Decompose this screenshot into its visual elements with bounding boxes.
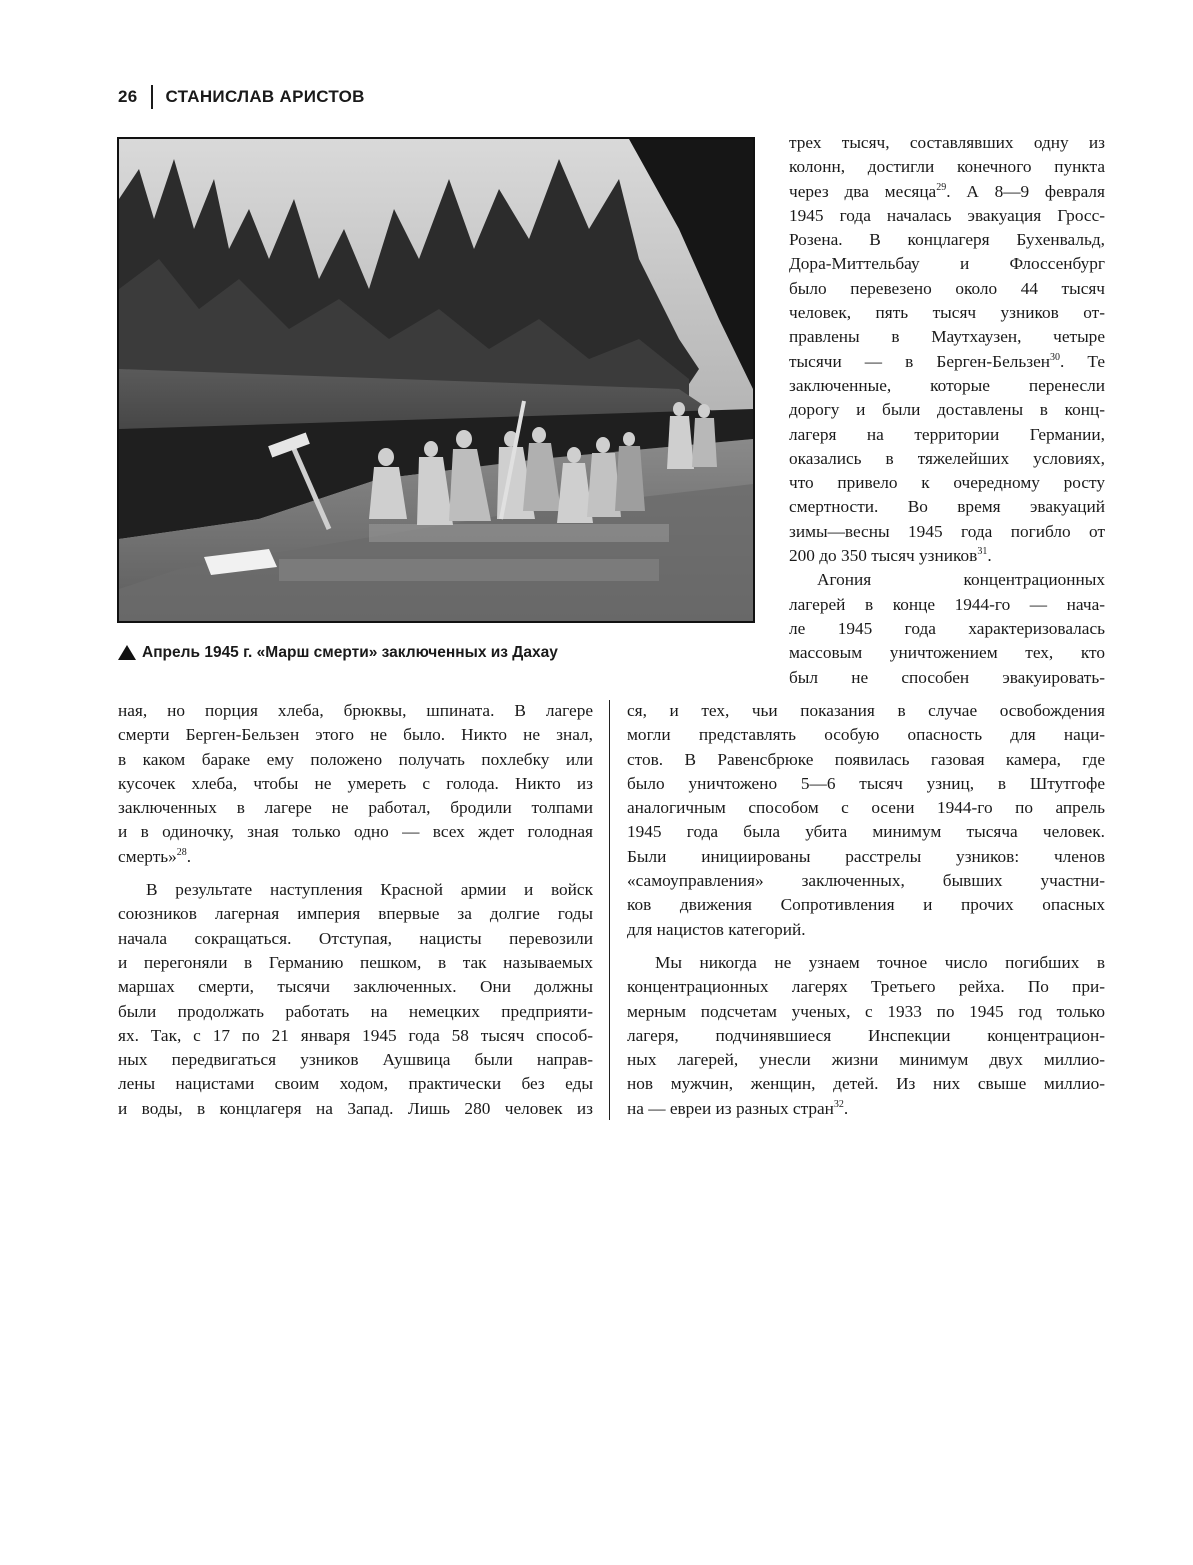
- page-number: 26: [118, 87, 138, 106]
- text-line: ков движения Сопротивления и прочих опасных: [627, 895, 1105, 915]
- text-line: заключенные, которые перенесли: [789, 375, 1105, 395]
- triangle-up-icon: [118, 645, 136, 660]
- text-line: дорогу и были доставлены в конц-: [789, 400, 1105, 420]
- right-column-top: [789, 131, 1105, 690]
- text-line: и перегоняли в Германию пешком, в так называемых: [118, 952, 593, 972]
- running-header: [118, 84, 365, 110]
- text-line: массовым уничтожением тех, кто: [789, 643, 1105, 663]
- text-line: тысячи — в Берген-Бельзен$^{30}$. Те: [789, 351, 1106, 371]
- text-line: ных передвигаться узников Аушвица были направ-: [118, 1050, 593, 1070]
- text-line: трех тысяч, составлявших одну из: [789, 133, 1105, 152]
- text-line: был не способен эвакуировать-: [789, 667, 1105, 687]
- death-march-photo: [117, 137, 755, 623]
- text-line: для нацистов категорий.: [627, 919, 806, 939]
- text-line: лагеря, подчинявшиеся Инспекции концентрацион-: [627, 1025, 1105, 1045]
- text-line: зимы—весны 1945 года погибло от: [789, 521, 1105, 541]
- photo-caption: [118, 644, 558, 662]
- caption-text: Апрель 1945 г. «Марш смерти» заключенных из Дахау: [142, 644, 558, 661]
- column-divider: [609, 700, 610, 1120]
- text-line: было уничтожено 5—6 тысяч узниц, в Штутгофе: [627, 773, 1105, 793]
- text-line: Дора-Миттельбау и Флоссенбург: [789, 254, 1105, 274]
- text-line: и в одиночку, зная только одно — всех ждет голодная: [118, 822, 593, 842]
- footnote-ref: 32: [833, 1098, 844, 1110]
- text-line: начала сокращаться. Отступая, нацисты перевозили: [118, 928, 593, 948]
- text-line: 200 до 350 тысяч узников$^{31}$.: [789, 546, 992, 566]
- text-line: маршах смерти, тысячи заключенных. Они должны: [118, 977, 593, 997]
- text-line: смерти Берген-Бельзен этого не было. Никто не знал,: [118, 725, 593, 745]
- text-line: кусочек хлеба, чтобы не умереть с голода. Никто из: [118, 773, 593, 793]
- text-line: ся, и тех, чьи показания в случае освобождения: [627, 701, 1105, 720]
- text-line: Агония концентрационных: [817, 570, 1105, 590]
- text-line: ных лагерей, унесли жизни минимум двух миллио-: [627, 1050, 1105, 1070]
- text-line: союзников лагерная империя впервые за долгие годы: [118, 904, 593, 924]
- text-line: мерным подсчетам ученых, с 1933 по 1945 год только: [627, 1001, 1105, 1021]
- text-line: оказались в тяжелейших условиях,: [789, 448, 1105, 468]
- text-line: 1945 года была убита минимум тысяча человек.: [627, 822, 1105, 842]
- text-line: концентрационных лагерях Третьего рейха. По при-: [627, 977, 1105, 997]
- text-line: 1945 года началась эвакуация Гросс-: [789, 205, 1105, 225]
- text-line: нов мужчин, женщин, детей. Из них свыше миллио-: [627, 1074, 1105, 1094]
- right-column-bottom: [627, 699, 1105, 1121]
- text-line: лагеря на территории Германии,: [789, 424, 1105, 444]
- text-line: ях. Так, с 17 по 21 января 1945 года 58 тысяч способ-: [118, 1025, 593, 1045]
- text-line: могли представлять особую опасность для наци-: [627, 725, 1105, 745]
- text-line: правлены в Маутхаузен, четыре: [789, 327, 1105, 347]
- text-line: лагерей в конце 1944-го — нача-: [789, 594, 1105, 614]
- footnote-ref: 28: [176, 847, 187, 859]
- text-line: лены нацистами своим ходом, практически без еды: [118, 1074, 593, 1094]
- text-line: Мы никогда не узнаем точное число погибших в: [655, 952, 1105, 972]
- header-author: СТАНИСЛАВ АРИСТОВ: [165, 87, 365, 106]
- left-column: [118, 699, 593, 1121]
- text-line: В результате наступления Красной армии и войск: [146, 880, 593, 900]
- text-line: в каком бараке ему положено получать похлебку или: [118, 749, 593, 769]
- text-line: ле 1945 года характеризовалась: [789, 618, 1105, 638]
- footnote-ref: 30: [1050, 351, 1061, 363]
- footnote-ref: 29: [936, 181, 947, 193]
- text-line: и воды, в концлагеря на Запад. Лишь 280 человек из: [118, 1098, 593, 1118]
- text-line: стов. В Равенсбрюке появилась газовая камера, где: [627, 749, 1105, 769]
- text-line: колонн, достигли конечного пункта: [789, 157, 1105, 177]
- text-line: ная, но порция хлеба, брюквы, шпината. В лагере: [118, 701, 593, 720]
- text-line: Розена. В концлагеря Бухенвальд,: [789, 230, 1105, 250]
- text-line: аналогичным способом с осени 1944-го по апрель: [627, 798, 1105, 818]
- text-line: «самоуправления» заключенных, бывших участни-: [627, 871, 1105, 891]
- text-line: что привело к очередному росту: [789, 473, 1105, 493]
- text-line: заключенных в лагере не работал, бродили толпами: [118, 798, 593, 818]
- footnote-ref: 31: [977, 546, 988, 558]
- header-divider: [151, 85, 153, 109]
- text-line: на — евреи из разных стран$^{32}$.: [627, 1098, 849, 1118]
- text-line: через два месяца$^{29}$. А 8—9 февраля: [789, 181, 1105, 201]
- text-line: смертности. Во время эвакуаций: [789, 497, 1105, 517]
- text-line: были продолжать работать на немецких предприяти-: [118, 1001, 593, 1021]
- text-line: было перевезено около 44 тысяч: [789, 278, 1105, 298]
- text-line: человек, пять тысяч узников от-: [789, 303, 1105, 323]
- text-line: смерть»$^{28}$.: [118, 846, 192, 866]
- text-line: Были инициированы расстрелы узников: членов: [627, 846, 1105, 866]
